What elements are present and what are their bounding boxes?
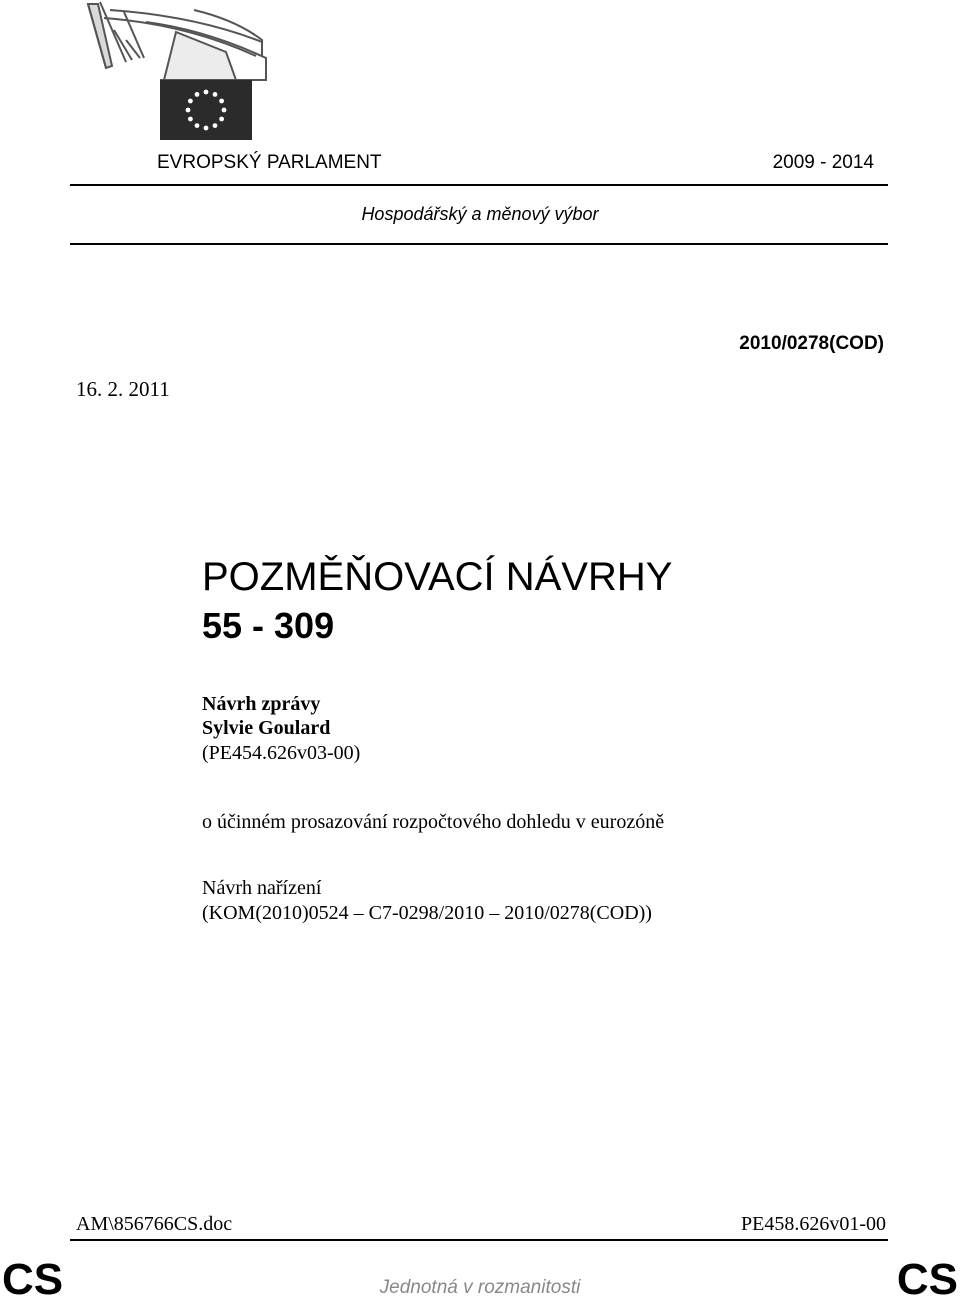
rapporteur-name: Sylvie Goulard <box>202 717 331 739</box>
language-code-left: CS <box>2 1255 64 1304</box>
draft-report-reference: (PE454.626v03-00) <box>202 742 361 764</box>
document-subject: o účinném prosazování rozpočtového dohledu v eurozóně <box>202 811 665 833</box>
amendment-range: 55 - 309 <box>202 605 335 646</box>
organization-name: EVROPSKÝ PARLAMENT <box>157 152 382 173</box>
header-divider-lower <box>70 243 888 245</box>
procedure-number: 2010/0278(COD) <box>739 333 884 354</box>
document-date: 16. 2. 2011 <box>76 377 170 401</box>
european-parliament-logo-icon <box>86 0 346 145</box>
document-pe-number: PE458.626v01-00 <box>741 1213 886 1235</box>
language-code-right: CS <box>896 1255 958 1304</box>
proposal-reference: (KOM(2010)0524 – C7-0298/2010 – 2010/0278(COD)) <box>202 902 652 924</box>
header-divider <box>70 184 888 186</box>
parliamentary-term: 2009 - 2014 <box>772 152 874 173</box>
eu-motto: Jednotná v rozmanitosti <box>379 1277 581 1298</box>
proposal-label: Návrh nařízení <box>202 877 322 899</box>
footer-divider <box>70 1239 888 1241</box>
committee-name: Hospodářský a měnový výbor <box>361 204 599 224</box>
draft-report-label: Návrh zprávy <box>202 693 321 715</box>
document-file-name: AM\856766CS.doc <box>76 1213 233 1235</box>
document-title: POZMĚŇOVACÍ NÁVRHY <box>202 555 673 599</box>
